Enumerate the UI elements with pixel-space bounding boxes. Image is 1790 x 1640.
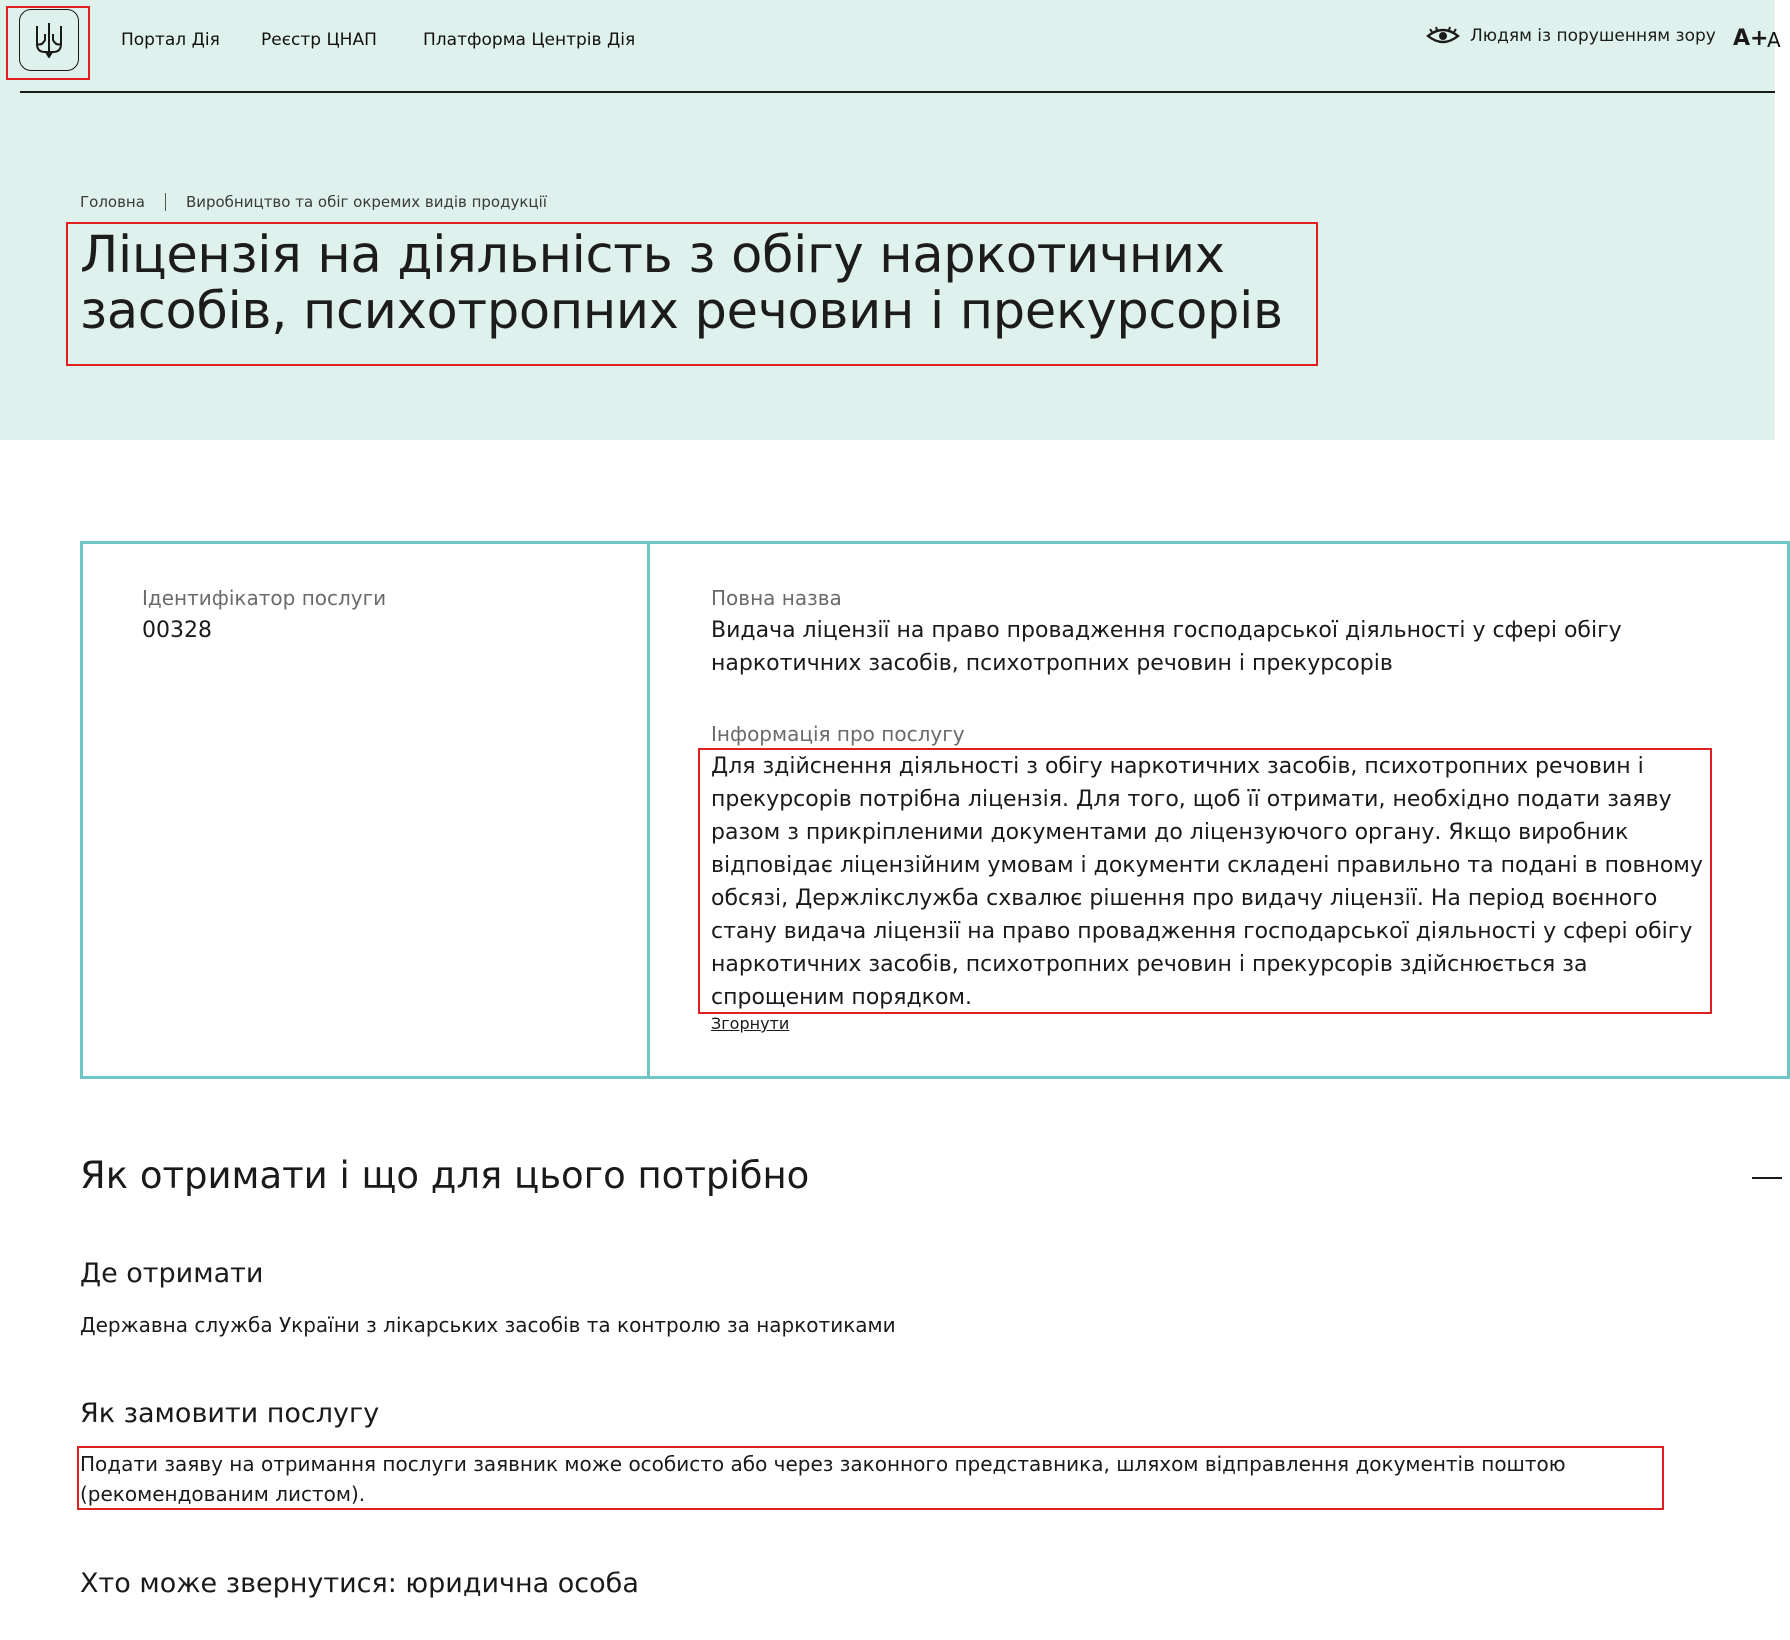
trident-icon <box>34 20 64 60</box>
page-header <box>0 0 1775 440</box>
how-to-heading[interactable]: Як отримати і що для цього потрібно <box>80 1154 810 1197</box>
where-heading: Де отримати <box>80 1258 264 1289</box>
full-name-label: Повна назва <box>711 586 842 610</box>
breadcrumb <box>80 193 547 211</box>
page-title: Ліцензія на діяльність з обігу наркотичних засобів, психотропних речовин і прекурсорів <box>80 226 1283 341</box>
card-divider <box>647 541 650 1079</box>
who-heading: Хто може звернутися: юридична особа <box>80 1568 639 1599</box>
service-id-value: 00328 <box>142 618 212 643</box>
order-text: Подати заяву на отримання послуги заявник може особисто або через законного представника, шляхом відправлення документів поштою (рекомендованим листом). <box>80 1452 1566 1506</box>
where-text: Державна служба України з лікарських засобів та контролю за наркотиками <box>80 1313 896 1337</box>
order-heading: Як замовити послугу <box>80 1398 380 1429</box>
nav-cnap-registry[interactable]: Реєстр ЦНАП <box>261 30 377 50</box>
breadcrumb-separator <box>165 193 166 211</box>
nav-portal-diia[interactable]: Портал Дія <box>121 30 220 50</box>
collapse-link[interactable]: Згорнути <box>711 1014 790 1033</box>
vision-label: Людям із порушенням зору <box>1470 26 1716 46</box>
full-name-value: Видача ліцензії на право провадження господарської діяльності у сфері обігу наркотичних засобів, психотропних речовин і прекурсорів <box>711 618 1622 676</box>
service-id-label: Ідентифікатор послуги <box>142 586 387 610</box>
font-size-minus-icon[interactable]: A <box>1767 28 1781 52</box>
nav-diia-centers-platform[interactable]: Платформа Центрів Дія <box>423 30 636 50</box>
font-size-button[interactable]: A+ <box>1733 26 1769 51</box>
service-info-value: Для здійснення діяльності з обігу наркотичних засобів, психотропних речовин і прекурсорів потрібна ліцензія. Для того, щоб її отримати, необхідно подати заяву разом з прикріпленими документами до ліцензуючого органу. Якщо виробник відповідає ліцензійним умовам і документи складені правильно та подані в повному обсязі, Держлікслужба схвалює рішення про видачу ліцензії. На період воєнного стану видача ліцензії на право провадження господарської діяльності у сфері обігу наркотичних засобів, психотропних речовин і прекурсорів здійснюється за спрощеним порядком. <box>711 754 1703 1010</box>
breadcrumb-home[interactable]: Головна <box>80 193 145 211</box>
accessibility-vision-button[interactable] <box>1426 26 1716 46</box>
eye-icon <box>1426 27 1460 45</box>
collapse-minus-icon[interactable] <box>1752 1177 1782 1179</box>
logo[interactable] <box>19 9 79 71</box>
service-info-label: Інформація про послугу <box>711 722 965 746</box>
breadcrumb-category[interactable]: Виробництво та обіг окремих видів продукції <box>185 193 547 211</box>
header-divider <box>20 91 1775 93</box>
